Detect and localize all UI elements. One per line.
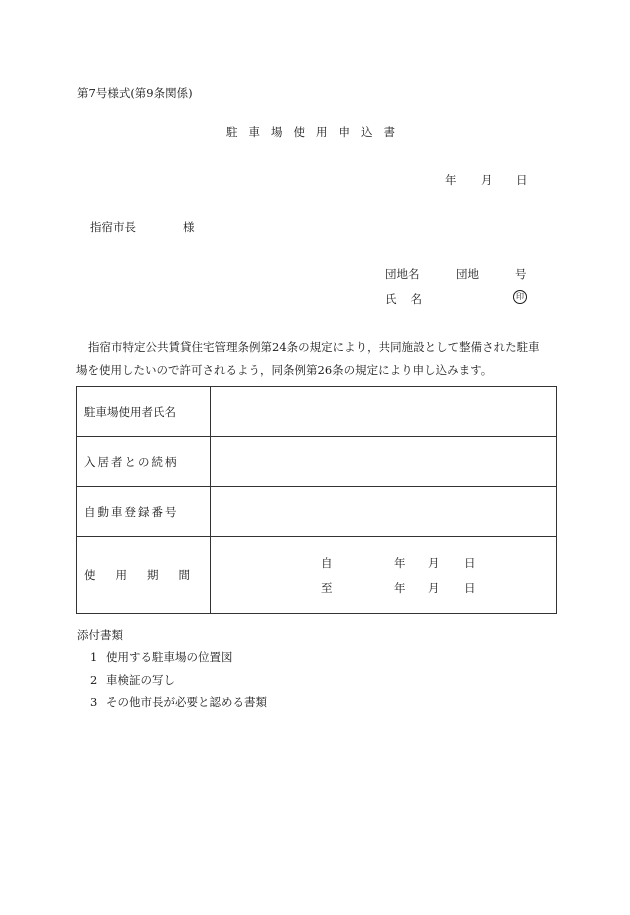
relation-label: 入居者との続柄 (77, 437, 211, 487)
body-text-line-2: 場を使用したいので許可されるよう，同条例第26条の規定により申し込みます。 (76, 363, 493, 377)
period-label: 使用期間 (77, 537, 211, 614)
period-to-month-label: 月 (428, 581, 440, 595)
document-title: 駐車場使用申込書 (226, 125, 406, 139)
period-from-line (211, 550, 556, 575)
period-from-year-label: 年 (394, 556, 406, 570)
applicant-danchi-label: 団地 (456, 267, 479, 281)
user-name-label: 駐車場使用者氏名 (77, 387, 211, 437)
list-item (90, 694, 267, 710)
attachment-number: 3 (90, 695, 98, 709)
period-from-month-label: 月 (428, 556, 440, 570)
registration-number-label: 自動車登録番号 (77, 487, 211, 537)
registration-number-field[interactable] (211, 487, 557, 537)
body-text-line-1: 指宿市特定公共賃貸住宅管理条例第24条の規定により，共同施設として整備された駐車 (88, 340, 540, 354)
period-to-year-label: 年 (394, 581, 406, 595)
addressee-honorific: 様 (183, 220, 195, 234)
period-to-line (211, 575, 556, 600)
period-to-day-label: 日 (464, 581, 476, 595)
date-day-label: 日 (516, 173, 528, 187)
applicant-room-label: 号 (515, 267, 527, 281)
period-to-label: 至 (321, 581, 333, 595)
attachment-number: 2 (90, 673, 98, 687)
period-from-day-label: 日 (464, 556, 476, 570)
period-field[interactable] (211, 537, 557, 614)
applicant-name-label: 氏名 (385, 292, 436, 306)
list-item (90, 672, 175, 688)
date-month-label: 月 (481, 173, 493, 187)
attachment-number: 1 (90, 650, 98, 664)
date-year-label: 年 (445, 173, 457, 187)
relation-field[interactable] (211, 437, 557, 487)
attachments-title: 添付書類 (77, 628, 123, 642)
attachment-text: その他市長が必要と認める書類 (106, 695, 267, 709)
attachment-text: 車検証の写し (106, 673, 175, 687)
table-row (77, 487, 557, 537)
list-item (90, 649, 233, 665)
applicant-building-label: 団地名 (385, 267, 420, 281)
table-row (77, 437, 557, 487)
addressee-name: 指宿市長 (90, 220, 136, 234)
attachment-text: 使用する駐車場の位置図 (106, 650, 233, 664)
user-name-field[interactable] (211, 387, 557, 437)
table-row (77, 537, 557, 614)
period-from-label: 自 (321, 556, 333, 570)
form-number: 第7号様式(第9条関係) (77, 86, 193, 100)
table-row (77, 387, 557, 437)
application-table (76, 386, 557, 614)
seal-icon: 印 (513, 290, 527, 304)
